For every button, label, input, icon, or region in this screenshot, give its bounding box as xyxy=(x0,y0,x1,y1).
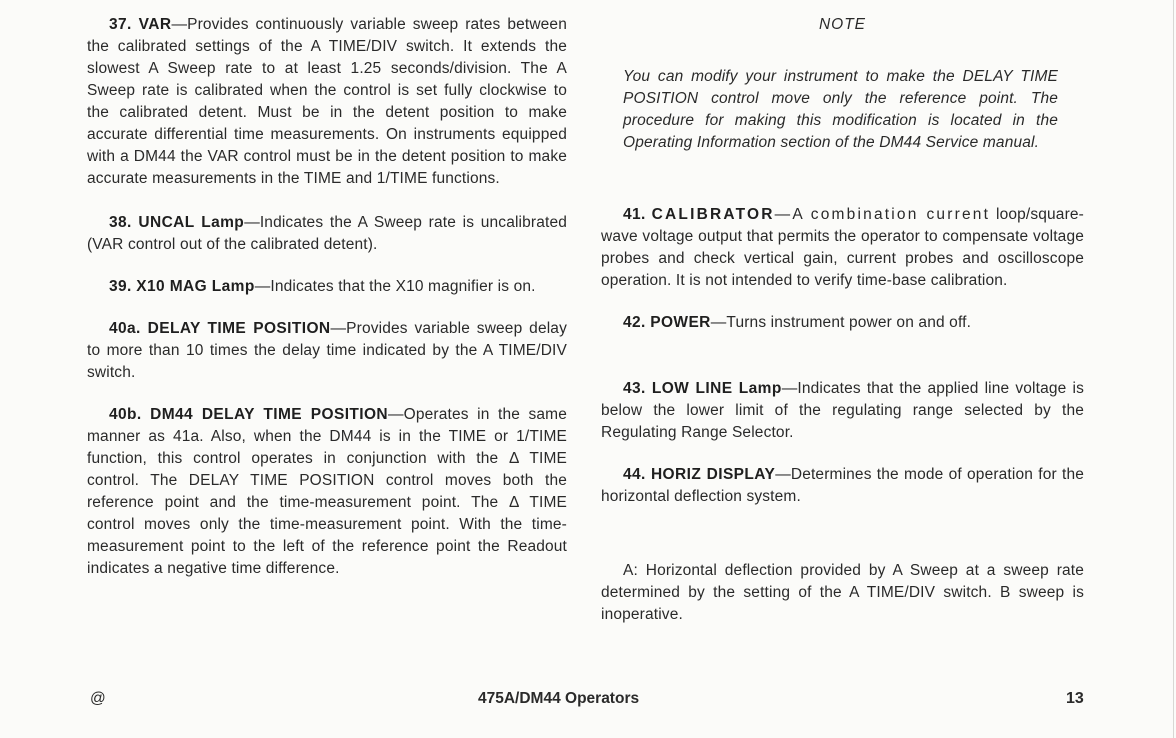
item-term: VAR xyxy=(138,16,172,33)
item-term: LOW LINE Lamp xyxy=(651,380,782,397)
item-42 xyxy=(601,312,1084,334)
item-text: —Provides variable sweep delay to more than 10 times the delay time indicated by the A TIME/DIV switch. xyxy=(87,320,567,381)
note-body: You can modify your instrument to make the DELAY TIME POSITION control move only the reference point. The procedure for making this modification is located in the Operating Information section of the DM44 Service manual. xyxy=(623,68,1058,151)
item-44 xyxy=(601,464,1084,508)
item-text: —Indicates that the applied line voltage is below the lower limit of the regulating range selected by the Regulating Range Selector. xyxy=(601,380,1084,441)
item-number: 38. xyxy=(109,214,132,231)
left-column xyxy=(87,14,567,580)
page-number: 13 xyxy=(1066,690,1084,707)
item-44-a: A: Horizontal deflection provided by A Sweep at a sweep rate determined by the setting of the A TIME/DIV switch. B sweep is inoperative. xyxy=(601,562,1084,623)
item-text: —Determines the mode of operation for the horizontal deflection system. xyxy=(601,466,1084,505)
item-term: UNCAL Lamp xyxy=(138,214,245,231)
page-edge-line xyxy=(1173,0,1174,738)
item-term: X10 MAG Lamp xyxy=(136,278,255,295)
footer-symbol: @ xyxy=(90,690,106,707)
item-number: 42. xyxy=(623,314,646,331)
footer-title: 475A/DM44 Operators xyxy=(478,690,640,707)
item-text: —Turns instrument power on and off. xyxy=(710,314,972,331)
item-dash: —A xyxy=(774,206,805,223)
item-41 xyxy=(601,204,1084,292)
item-39 xyxy=(87,276,567,298)
item-40b xyxy=(87,404,567,580)
item-term: POWER xyxy=(650,314,711,331)
item-text: —Indicates that the X10 magnifier is on. xyxy=(254,278,536,295)
item-term: DELAY TIME POSITION xyxy=(147,320,331,337)
item-37 xyxy=(87,14,567,190)
item-text-wide: combination current xyxy=(810,206,991,223)
note-title: NOTE xyxy=(818,16,867,33)
item-40a xyxy=(87,318,567,384)
item-43 xyxy=(601,378,1084,444)
item-term: CALIBRATOR xyxy=(651,206,775,223)
item-term: HORIZ DISPLAY xyxy=(650,466,776,483)
item-text: loop/square-wave voltage output that permits the operator to compensate voltage probes and check vertical gain, current probes and oscilloscope operation. It is not intended to verify time-base calibration. xyxy=(601,206,1084,289)
item-38 xyxy=(87,212,567,256)
item-number: 41. xyxy=(623,206,646,223)
item-text: —Provides continuously variable sweep rates between the calibrated settings of the A TIME/DIV switch. It extends the slowest A Sweep rate to at least 1.25 seconds/division. The A Sweep rate is calibrated when the control is set fully clockwise to the calibrated detent. Must be in the detent position to make accurate differential time measurements. On instruments equipped with a DM44 the VAR control must be in the detent position to make accurate measurements in the TIME and 1/TIME functions. xyxy=(87,16,567,187)
item-number: 40a. xyxy=(109,320,141,337)
item-number: 43. xyxy=(623,380,646,397)
right-column xyxy=(601,14,1084,626)
item-number: 40b. xyxy=(109,406,142,423)
item-number: 44. xyxy=(623,466,646,483)
item-number: 39. xyxy=(109,278,132,295)
item-text: —Operates in the same manner as 41a. Also, when the DM44 is in the TIME or 1/TIME function, this control operates in conjunction with the Δ TIME control. The DELAY TIME POSITION control moves both the reference point and the time-measurement point. The Δ TIME control moves only the time-measurement point. With the time-measurement point to the left of the reference point the Readout indicates a negative time difference. xyxy=(87,406,567,577)
item-term: DM44 DELAY TIME POSITION xyxy=(150,406,389,423)
item-number: 37. xyxy=(109,16,132,33)
item-text: —Indicates the A Sweep rate is uncalibrated (VAR control out of the calibrated detent). xyxy=(87,214,567,253)
